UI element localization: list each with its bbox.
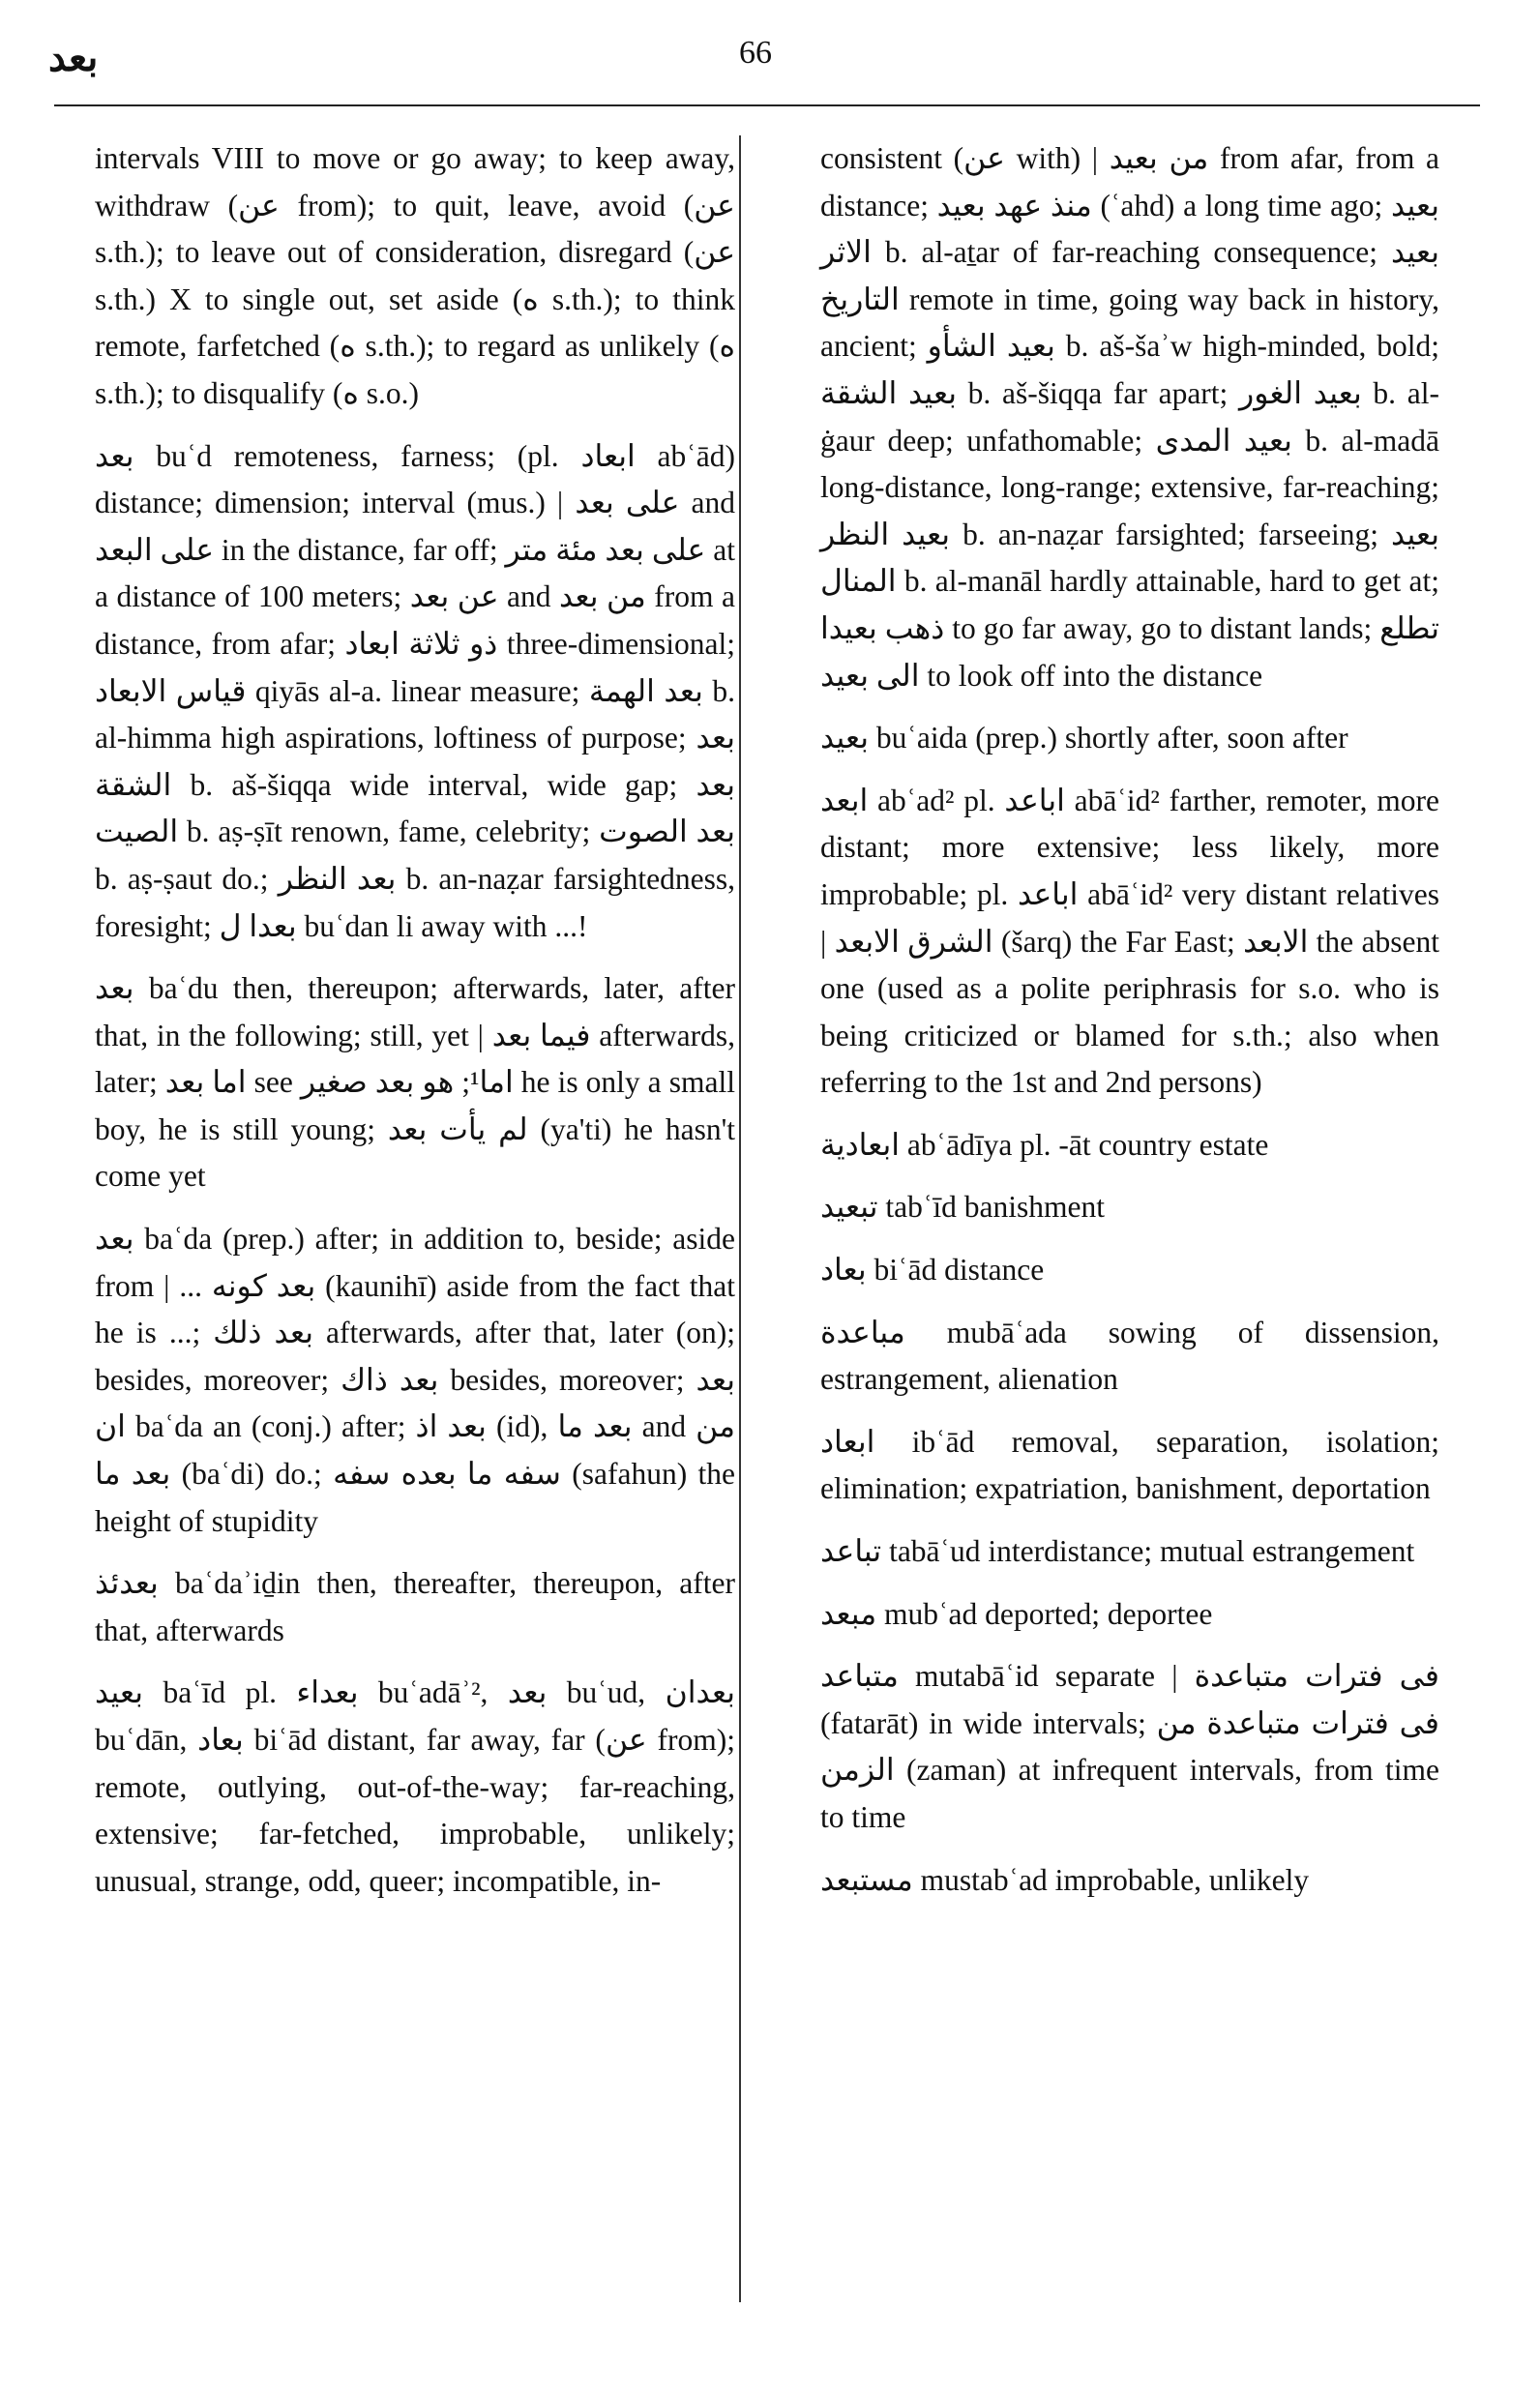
entry-badu: بعد baʿdu then, thereupon; afterwards, later, after that, in the following; still, yet | فيما بعد afterwards, later; اما بعد see اما¹; هو بعد صغير he is only a small boy, he is still young; لم يأت بعد (ya'ti) he hasn't come yet	[95, 971, 735, 1194]
column-divider	[739, 135, 741, 2302]
entry-badaidin: بعدئذ baʿdaʾiḏin then, thereafter, thereupon, after that, afterwards	[95, 1566, 735, 1647]
entry-continuation: intervals VIII to move or go away; to keep away, withdraw (عن from); to quit, leave, avoid (عن s.th.); to leave out of consideration, disregard (عن s.th.) X to single out, set aside (ه s.th.); to think remote, farfetched (ه s.th.); to regard as unlikely (ه s.th.); to disqualify (ه s.o.)	[95, 141, 736, 410]
entry-mutabaid: متباعد mutabāʿid separate | فى فترات متباعدة (fatarāt) in wide intervals; فى فترات متباعدة من الزمن (zaman) at infrequent intervals, from time to time	[820, 1659, 1439, 1834]
entry-continuation: consistent (عن with) | من بعيد from afar, from a distance; منذ عهد بعيد (ʿahd) a long time ago; بعيد الاثر b. al-aṯar of far-reaching consequence; بعيد التاريخ remote in time, going way back in history, ancient; بعيد الشأو b. aš-šaʾw high-minded, bold; بعيد الشقة b. aš-šiqqa far apart; بعيد الغور b. al-ġaur deep; unfathomable; بعيد المدى b. al-madā long-distance, long-range; extensive, far-reaching; بعيد النظر b. an-naẓar farsighted; farseeing; بعيد المنال b. al-manāl hardly attainable, hard to get at; ذهب بعيدا to go far away, go to distant lands; تطلع الى بعيد to look off into the distance	[820, 141, 1440, 693]
right-column	[820, 135, 1439, 1919]
entry-mustabad: مستبعد mustabʿad improbable, unlikely	[820, 1862, 1310, 1897]
header-rule	[54, 104, 1480, 106]
page-header	[48, 35, 1463, 83]
left-column	[95, 135, 735, 1920]
entry-mubaada: مباعدة mubāʿada sowing of dissension, estrangement, alienation	[820, 1315, 1439, 1397]
page-number: 66	[739, 35, 772, 71]
entry-tabaud: تباعد tabāʿud interdistance; mutual estrangement	[820, 1534, 1415, 1569]
entry-mubad: مبعد mubʿad deported; deportee	[820, 1596, 1213, 1631]
entry-ibad: ابعاد ibʿād removal, separation, isolation; elimination; expatriation, banishment, deportation	[820, 1424, 1439, 1506]
entry-bud: بعد buʿd remoteness, farness; (pl. ابعاد abʿād) distance; dimension; interval (mus.) | على بعد and على البعد in the distance, far off; على بعد مئة متر at a distance of 100 meters; عن بعد and من بعد from a distance, from afar; ذو ثلاثة ابعاد three-dimensional; قياس الابعاد qiyās al-a. linear measure; بعد الهمة b. al-himma high aspirations, loftiness of purpose; بعد الشقة b. aš-šiqqa wide interval, wide gap; بعد الصيت b. aṣ-ṣīt renown, fame, celebrity; بعد الصوت b. aṣ-ṣaut do.; بعد النظر b. an-naẓar farsightedness, foresight; بعدا ل buʿdan li away with ...!	[95, 438, 735, 943]
entry-abadiya: ابعادية abʿādīya pl. -āt country estate	[820, 1127, 1269, 1162]
entry-biad: بعاد biʿād distance	[820, 1253, 1045, 1288]
entry-baid: بعيد baʿīd pl. بعداء buʿadāʾ², بعد buʿud, بعدان buʿdān, بعاد biʿād distant, far away, far (عن from); remote, outlying, out-of-the-way; far-reaching, extensive; far-fetched, improbable, unlikely; unusual, strange, odd, queer; incompatible, in-	[95, 1675, 736, 1898]
entry-tabid: تبعيد tabʿīd banishment	[820, 1190, 1105, 1225]
catchword: بعد	[48, 36, 99, 79]
entry-bada: بعد baʿda (prep.) after; in addition to, beside; aside from | ... بعد كونه (kaunihī) aside from the fact that he is ...; بعد ذلك afterwards, after that, later (on); besides, moreover; بعد ذاك besides, moreover; بعد ان baʿda an (conj.) after; بعد اذ (id), بعد ما and من بعد ما (baʿdi) do.; سفه ما بعده سفه (safahun) the height of stupidity	[95, 1222, 736, 1538]
entry-buaida: بعيد buʿaida (prep.) shortly after, soon after	[820, 721, 1348, 755]
entry-abad: ابعد abʿad² pl. اباعد abāʿid² farther, remoter, more distant; more extensive; less likely, more improbable; pl. اباعد abāʿid² very distant relatives | الشرق الابعد (šarq) the Far East; الابعد the absent one (used as a polite periphrasis for s.o. who is being criticized or blamed for s.th.; also when referring to the 1st and 2nd persons)	[820, 783, 1439, 1100]
